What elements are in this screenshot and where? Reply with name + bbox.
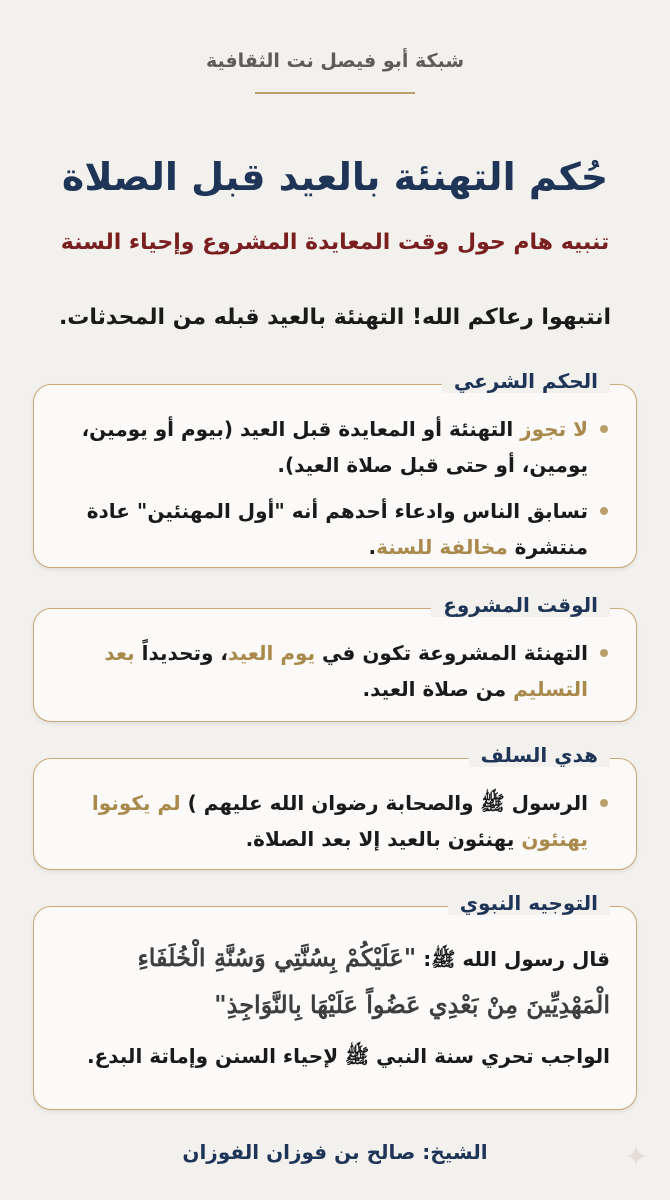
network-name: شبكة أبو فيصل نت الثقافية <box>205 50 465 72</box>
salaf-card <box>33 743 637 870</box>
quote-line-2 <box>34 982 636 1028</box>
header-divider <box>255 92 415 94</box>
highlight-text: بعد التسليم <box>104 641 588 701</box>
sheikh-attribution: الشيخ: صالح بن فوزان الفوزان <box>182 1140 488 1164</box>
item-text: الرسول ﷺ والصحابة رضوان الله عليهم ) <box>180 791 588 815</box>
hadith-text: "عَلَيْكُمْ بِسُنَّتِي وَسُنَّةِ الْخُلَفَاءِ <box>137 943 417 972</box>
time-list <box>34 609 636 707</box>
prophetic-card-title: التوجيه النبوي <box>448 891 610 915</box>
list-item <box>54 635 610 707</box>
sparkle-icon: ✦ <box>624 1140 648 1173</box>
time-card-title: الوقت المشروع <box>431 593 610 617</box>
conclusion-text: الواجب تحري سنة النبي ﷺ لإحياء السنن وإماتة البدع. <box>86 1044 610 1068</box>
highlight-text: يوم العيد <box>228 641 316 665</box>
item-text: يهنئون بالعيد إلا بعد الصلاة. <box>245 827 522 851</box>
item-text: من صلاة العيد. <box>362 677 514 701</box>
quote-line-1 <box>34 935 636 982</box>
time-card <box>33 593 637 722</box>
item-text: تسابق الناس وادعاء أحدهم أنه "أول المهنئين" عادة منتشرة <box>86 499 588 559</box>
page-title: حُكم التهنئة بالعيد قبل الصلاة <box>61 155 609 199</box>
salaf-list <box>34 759 636 857</box>
ruling-card-title: الحكم الشرعي <box>442 369 610 393</box>
ruling-card <box>33 369 637 568</box>
highlight-text: مخالفة للسنة <box>376 535 508 559</box>
item-text: التهنئة المشروعة تكون في <box>315 641 588 665</box>
ruling-list <box>34 385 636 565</box>
item-end: . <box>368 535 377 559</box>
page-subtitle: تنبيه هام حول وقت المعايدة المشروع وإحياء السنة <box>60 230 610 255</box>
highlight-text: لا تجوز <box>520 417 588 441</box>
list-item <box>54 411 610 483</box>
list-item <box>54 785 610 857</box>
intro-text: انتبهوا رعاكم الله! التهنئة بالعيد قبله من المحدثات. <box>58 305 612 330</box>
highlight-text: لم يكونوا يهنئون <box>91 791 588 851</box>
hadith-text: الْمَهْدِيِّينَ مِنْ بَعْدِي عَضُواً عَلَيْهَا بِالنَّوَاجِذِ" <box>214 990 610 1019</box>
quote-intro: قال رسول الله ﷺ: <box>416 947 610 971</box>
item-text: التهنئة أو المعايدة قبل العيد (بيوم أو يومين، يومين، أو حتى قبل صلاة العيد). <box>81 417 588 477</box>
prophetic-card <box>33 891 637 1110</box>
item-text: ، وتحديداً <box>134 641 229 665</box>
list-item <box>54 493 610 565</box>
salaf-card-title: هدي السلف <box>469 743 610 767</box>
